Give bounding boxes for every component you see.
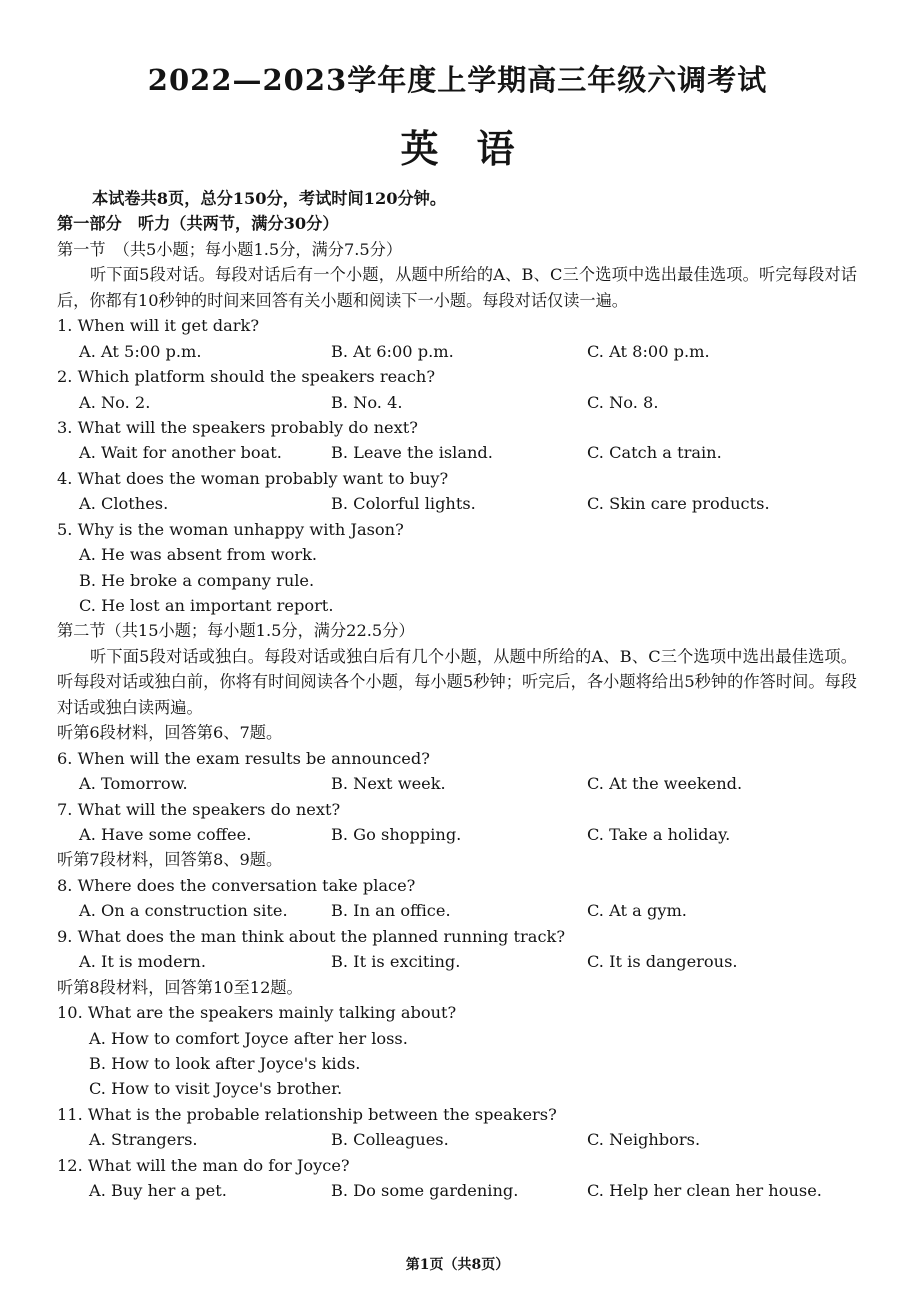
option-a: A. No. 2. — [79, 392, 151, 412]
option-a: A. Strangers. — [89, 1130, 198, 1150]
option-b: B. It is exciting. — [331, 952, 461, 972]
question-options — [57, 1178, 857, 1203]
question-stem: 7. What will the speakers do next? — [57, 799, 341, 819]
section2-heading: 第二节（共15小题；每小题1.5分，满分22.5分） — [57, 621, 415, 641]
question-stem: 12. What will the man do for Joyce? — [57, 1155, 350, 1175]
option-b: B. No. 4. — [331, 392, 403, 412]
question-options — [57, 822, 857, 847]
question-options — [57, 440, 857, 465]
option-b: B. Colleagues. — [331, 1130, 449, 1150]
option-b: B. At 6:00 p.m. — [331, 341, 454, 361]
intro-note: 本试卷共8页，总分150分，考试时间120分钟。 — [92, 189, 447, 208]
question-stem: 10. What are the speakers mainly talking about? — [57, 1003, 457, 1023]
section1-heading: 第一节 （共5小题；每小题1.5分，满分7.5分） — [57, 239, 403, 259]
option-a: A. Tomorrow. — [79, 774, 188, 794]
material-note: 听第8段材料，回答第10至12题。 — [57, 977, 303, 997]
question-stem: 9. What does the man think about the planned running track? — [57, 926, 566, 946]
option-a: A. He was absent from work. — [79, 545, 318, 565]
option-b: B. How to look after Joyce's kids. — [89, 1053, 361, 1073]
material-note: 听第6段材料，回答第6、7题。 — [57, 723, 283, 743]
question-options — [57, 1127, 857, 1152]
option-c: C. No. 8. — [587, 392, 659, 412]
option-c: C. Neighbors. — [587, 1130, 701, 1150]
subject-title: 英语 — [400, 126, 553, 171]
question-stem: 6. When will the exam results be announced? — [57, 748, 430, 768]
material-note: 听第7段材料，回答第8、9题。 — [57, 850, 283, 870]
option-b: B. Colorful lights. — [331, 494, 476, 514]
question-options — [57, 898, 857, 923]
question-stem: 4. What does the woman probably want to buy? — [57, 468, 449, 488]
question-options — [57, 771, 857, 796]
option-b: B. In an office. — [331, 901, 451, 921]
option-b: B. Next week. — [331, 774, 446, 794]
option-a: A. At 5:00 p.m. — [79, 341, 202, 361]
option-c: C. At 8:00 p.m. — [587, 341, 710, 361]
question-options — [57, 339, 857, 364]
option-b: B. Go shopping. — [331, 825, 462, 845]
option-c: C. Help her clean her house. — [587, 1181, 822, 1201]
exam-title: 2022—2023学年度上学期高三年级六调考试 — [147, 63, 768, 97]
option-a: A. Wait for another boat. — [79, 443, 282, 463]
option-b: B. Leave the island. — [331, 443, 493, 463]
option-c: C. Skin care products. — [587, 494, 770, 514]
page-footer: 第1页（共8页） — [405, 1257, 510, 1273]
question-options — [57, 949, 857, 974]
option-c: C. How to visit Joyce's brother. — [89, 1079, 343, 1099]
question-stem: 11. What is the probable relationship between the speakers? — [57, 1104, 557, 1124]
option-a: A. How to comfort Joyce after her loss. — [89, 1028, 408, 1048]
option-c: C. He lost an important report. — [79, 596, 334, 616]
option-c: C. At a gym. — [587, 901, 687, 921]
question-stem: 2. Which platform should the speakers reach? — [57, 367, 435, 387]
option-a: A. Clothes. — [79, 494, 169, 514]
question-stem: 1. When will it get dark? — [57, 316, 259, 336]
question-options — [57, 491, 857, 516]
option-c: C. Catch a train. — [587, 443, 722, 463]
option-a: A. On a construction site. — [79, 901, 288, 921]
option-a: A. It is modern. — [79, 952, 207, 972]
option-a: A. Buy her a pet. — [89, 1181, 227, 1201]
option-c: C. At the weekend. — [587, 774, 743, 794]
option-c: C. It is dangerous. — [587, 952, 738, 972]
section1-instructions: 听下面5段对话。每段对话后有一个小题，从题中所给的A、B、C三个选项中选出最佳选项。听完每段对话后，你都有10秒钟的时间来回答有关小题和阅读下一小题。每段对话仅读一遍。 — [57, 265, 857, 310]
question-stem: 3. What will the speakers probably do next? — [57, 417, 418, 437]
question-stem: 8. Where does the conversation take place? — [57, 875, 416, 895]
exam-body — [57, 186, 857, 1204]
part1-heading: 第一部分 听力（共两节，满分30分） — [57, 214, 339, 234]
option-b: B. He broke a company rule. — [79, 570, 315, 590]
section2-instructions: 听下面5段对话或独白。每段对话或独白后有几个小题，从题中所给的A、B、C三个选项中选出最佳选项。听每段对话或独白前，你将有时间阅读各个小题，每小题5秒钟；听完后，各小题将给出5秒钟的作答时间。每段对话或独白读两遍。 — [57, 646, 857, 717]
option-b: B. Do some gardening. — [331, 1181, 519, 1201]
option-c: C. Take a holiday. — [587, 825, 731, 845]
question-options — [57, 390, 857, 415]
option-a: A. Have some coffee. — [79, 825, 252, 845]
question-stem: 5. Why is the woman unhappy with Jason? — [57, 519, 404, 539]
